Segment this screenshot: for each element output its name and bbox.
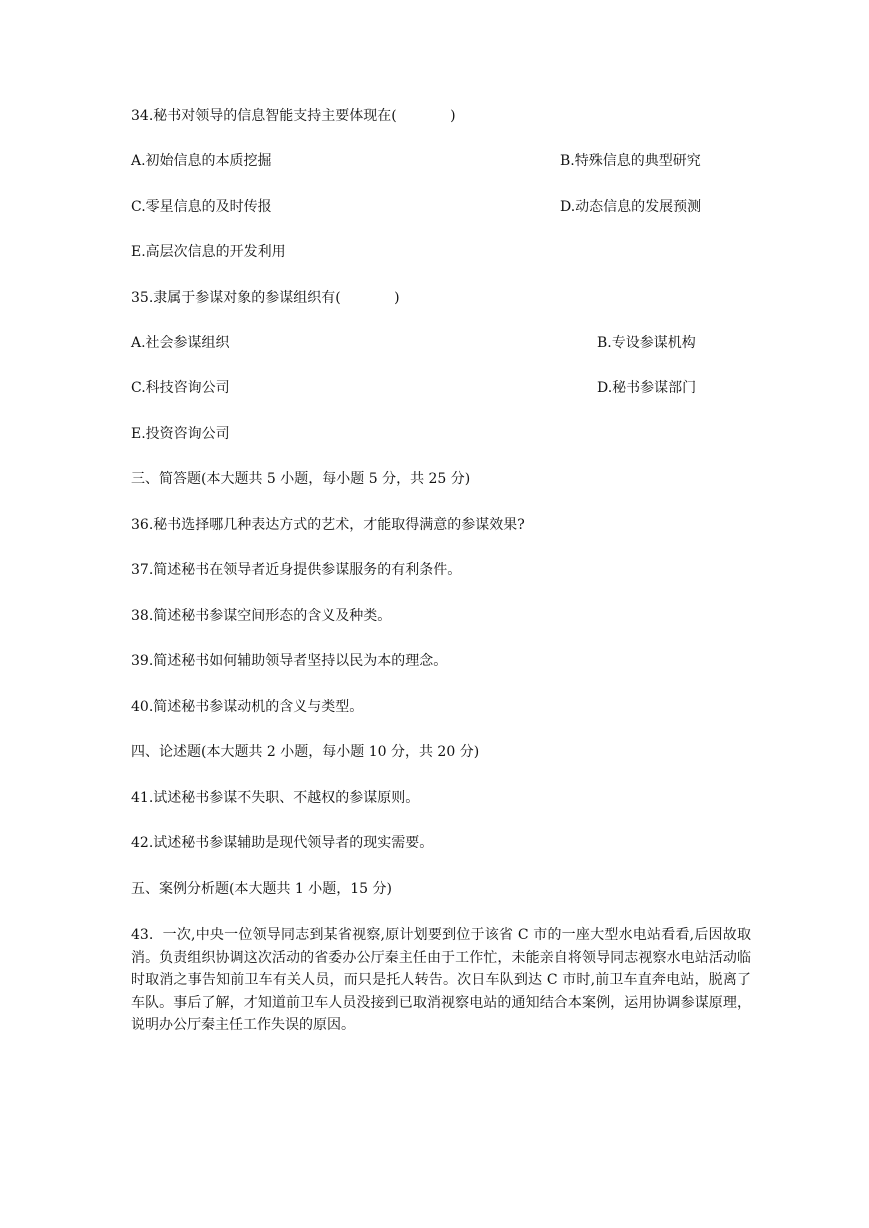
question-40: 40.简述秘书参谋动机的含义与类型。 (131, 699, 364, 715)
question-35-stem: 35.隶属于参谋对象的参谋组织有( ) (131, 290, 400, 306)
section-5-heading: 五、案例分析题(本大题共 1 小题，15 分) (131, 881, 392, 897)
question-35-option-b: B.专设参谋机构 (597, 335, 696, 351)
question-37: 37.简述秘书在领导者近身提供参谋服务的有利条件。 (131, 562, 462, 578)
question-34-option-a: A.初始信息的本质挖掘 (131, 153, 272, 169)
question-39: 39.简述秘书如何辅助领导者坚持以民为本的理念。 (131, 653, 448, 669)
question-35-option-d: D.秘书参谋部门 (597, 380, 697, 396)
question-35-option-c: C.科技咨询公司 (131, 380, 230, 396)
question-43-case-text: 43. 一次,中央一位领导同志到某省视察,原计划要到位于该省 C 市的一座大型水电站看看,后因故取消。负责组织协调这次活动的省委办公厅秦主任由于工作忙，未能亲自将领导同志视察水电站活动临时取消之事告知前卫车有关人员，而只是托人转告。次日车队到达 C 市时,前卫车直奔电站，脱离了车队。事后了解，才知道前卫车人员没接到已取消视察电站的通知结合本案例，运用协调参谋原理，说明办公厅秦主任工作失误的原因。 (131, 927, 751, 1033)
question-34-option-e: E.高层次信息的开发利用 (131, 244, 286, 260)
question-34-option-c: C.零星信息的及时传报 (131, 199, 272, 215)
section-4-heading: 四、论述题(本大题共 2 小题，每小题 10 分，共 20 分) (131, 744, 480, 760)
question-36: 36.秘书选择哪几种表达方式的艺术，才能取得满意的参谋效果? (131, 517, 525, 533)
question-34-option-d: D.动态信息的发展预测 (560, 199, 702, 215)
question-41: 41.试述秘书参谋不失职、不越权的参谋原则。 (131, 790, 420, 806)
question-42: 42.试述秘书参谋辅助是现代领导者的现实需要。 (131, 835, 434, 851)
question-34-stem: 34.秘书对领导的信息智能支持主要体现在( ) (131, 108, 456, 124)
section-3-heading: 三、简答题(本大题共 5 小题，每小题 5 分，共 25 分) (131, 471, 471, 487)
question-35-option-e: E.投资咨询公司 (131, 426, 230, 442)
question-35-option-a: A.社会参谋组织 (131, 335, 230, 351)
question-34-option-b: B.特殊信息的典型研究 (560, 153, 701, 169)
question-38: 38.简述秘书参谋空间形态的含义及种类。 (131, 608, 392, 624)
